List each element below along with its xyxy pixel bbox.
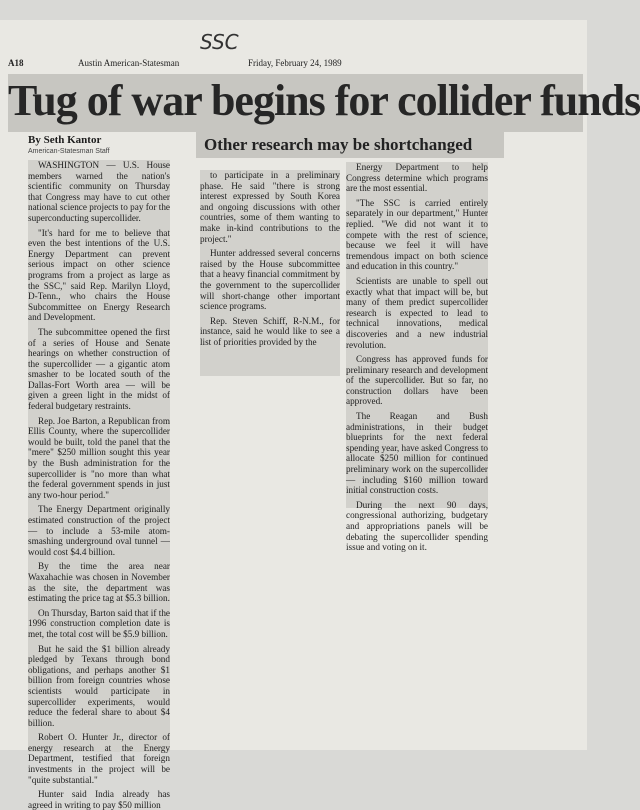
paragraph: On Thursday, Barton said that if the 1996 construction completion date is met, the total cost will be $5.9 billion. [28,607,170,639]
paragraph: The subcommittee opened the first of a series of House and Senate hearings on whether construction of the supercollider — a gigantic atom smasher to be located south of the Dallas-Fort Worth area — will be given a green light in the midst of federal budgetary restraints. [28,326,170,412]
subheadline: Other research may be shortchanged [196,132,504,158]
paragraph: Hunter said India already has agreed in writing to pay $50 million [28,789,170,810]
paragraph: By the time the area near Waxahachie was chosen in November as the site, the department was estimating the price tag at $5.3 billion. [28,561,170,604]
publication-date: Friday, February 24, 1989 [248,58,342,68]
paragraph: But he said the $1 billion already pledged by Texans through bond obligations, and perhaps another $1 billion from foreign countries whose scientists would participate in supercollider experiments, would reduce the federal share to about $4 billion. [28,643,170,728]
page-header [8,58,578,70]
page-number: A18 [8,58,24,68]
handwritten-annotation: SSC [200,30,239,54]
paragraph: "It's hard for me to believe that even the best intentions of the U.S. Energy Department can prevent serious impact on other science programs from a project as large as the SSC," said Rep. Marilyn Lloyd, D-Tenn., who chairs the House Subcommittee on Energy Research and Development. [28,227,170,323]
byline: By Seth Kantor [28,134,102,146]
paragraph: The Energy Department originally estimated construction of the project — to include a 53-mile atom-smashing underground oval tunnel — would cost $4.4 billion. [28,504,170,557]
article-column-1 [28,160,170,810]
newspaper-name: Austin American-Statesman [78,58,180,68]
paragraph: Rep. Steven Schiff, R-N.M., for instance, said he would like to see a list of priorities provided by the [200,315,340,347]
byline-staff: American-Statesman Staff [28,148,110,155]
paragraph: Rep. Joe Barton, a Republican from Ellis County, where the supercollider would be built, told the panel that the "mere" $250 million sought this year by the Bush administration for the supercollider is "no more than what the federal government spends in just any two-hour period." [28,415,170,500]
paragraph: The Reagan and Bush administrations, in their budget blueprints for the next federal spending year, have asked Congress to allocate $250 million for continued preliminary work on the supercollider — including $160 million toward initial construction costs. [346,411,489,496]
paragraph: to participate in a preliminary phase. He said "there is strong interest expressed by South Korea and ongoing discussions with other countries, some of them wanting to make in-kind contributions to the project." [200,170,340,244]
paragraph: "The SSC is carried entirely separately in our department," Hunter replied. "We did not want it to compete with the rest of science, because we feel it will have tremendous impact on both science and education in this country." [346,197,488,272]
paragraph: Hunter addressed several concerns raised by the House subcommittee that a heavy financial commitment by the government to the supercollider will short-change other important science programs. [200,248,340,312]
paragraph: WASHINGTON — U.S. House members warned the nation's scientific community on Thursday that Congress may have to cut other national science projects to pay for the superconducting supercollider. [28,160,170,223]
headline: Tug of war begins for collider funds [8,74,583,132]
paragraph: During the next 90 days, congressional authorizing, budgetary and appropriations panels will be debating the supercollider spending issue and voting on it. [346,499,488,553]
article-column-3 [346,162,489,553]
paragraph: Robert O. Hunter Jr., director of energy research at the Energy Department, testified that foreign investments in the project will be "quite substantial." [28,732,170,785]
paragraph: Scientists are unable to spell out exactly what that impact will be, but many of them predict supercollider research is expected to lead to technical innovations, medical discoveries and a new industrial revolution. [346,275,488,350]
paragraph: Congress has approved funds for preliminary research and development of the supercollider. But so far, no construction dollars have been approved. [346,354,488,407]
paragraph: Energy Department to help Congress determine which programs are the most essential. [346,162,488,194]
article-column-2 [200,170,340,376]
